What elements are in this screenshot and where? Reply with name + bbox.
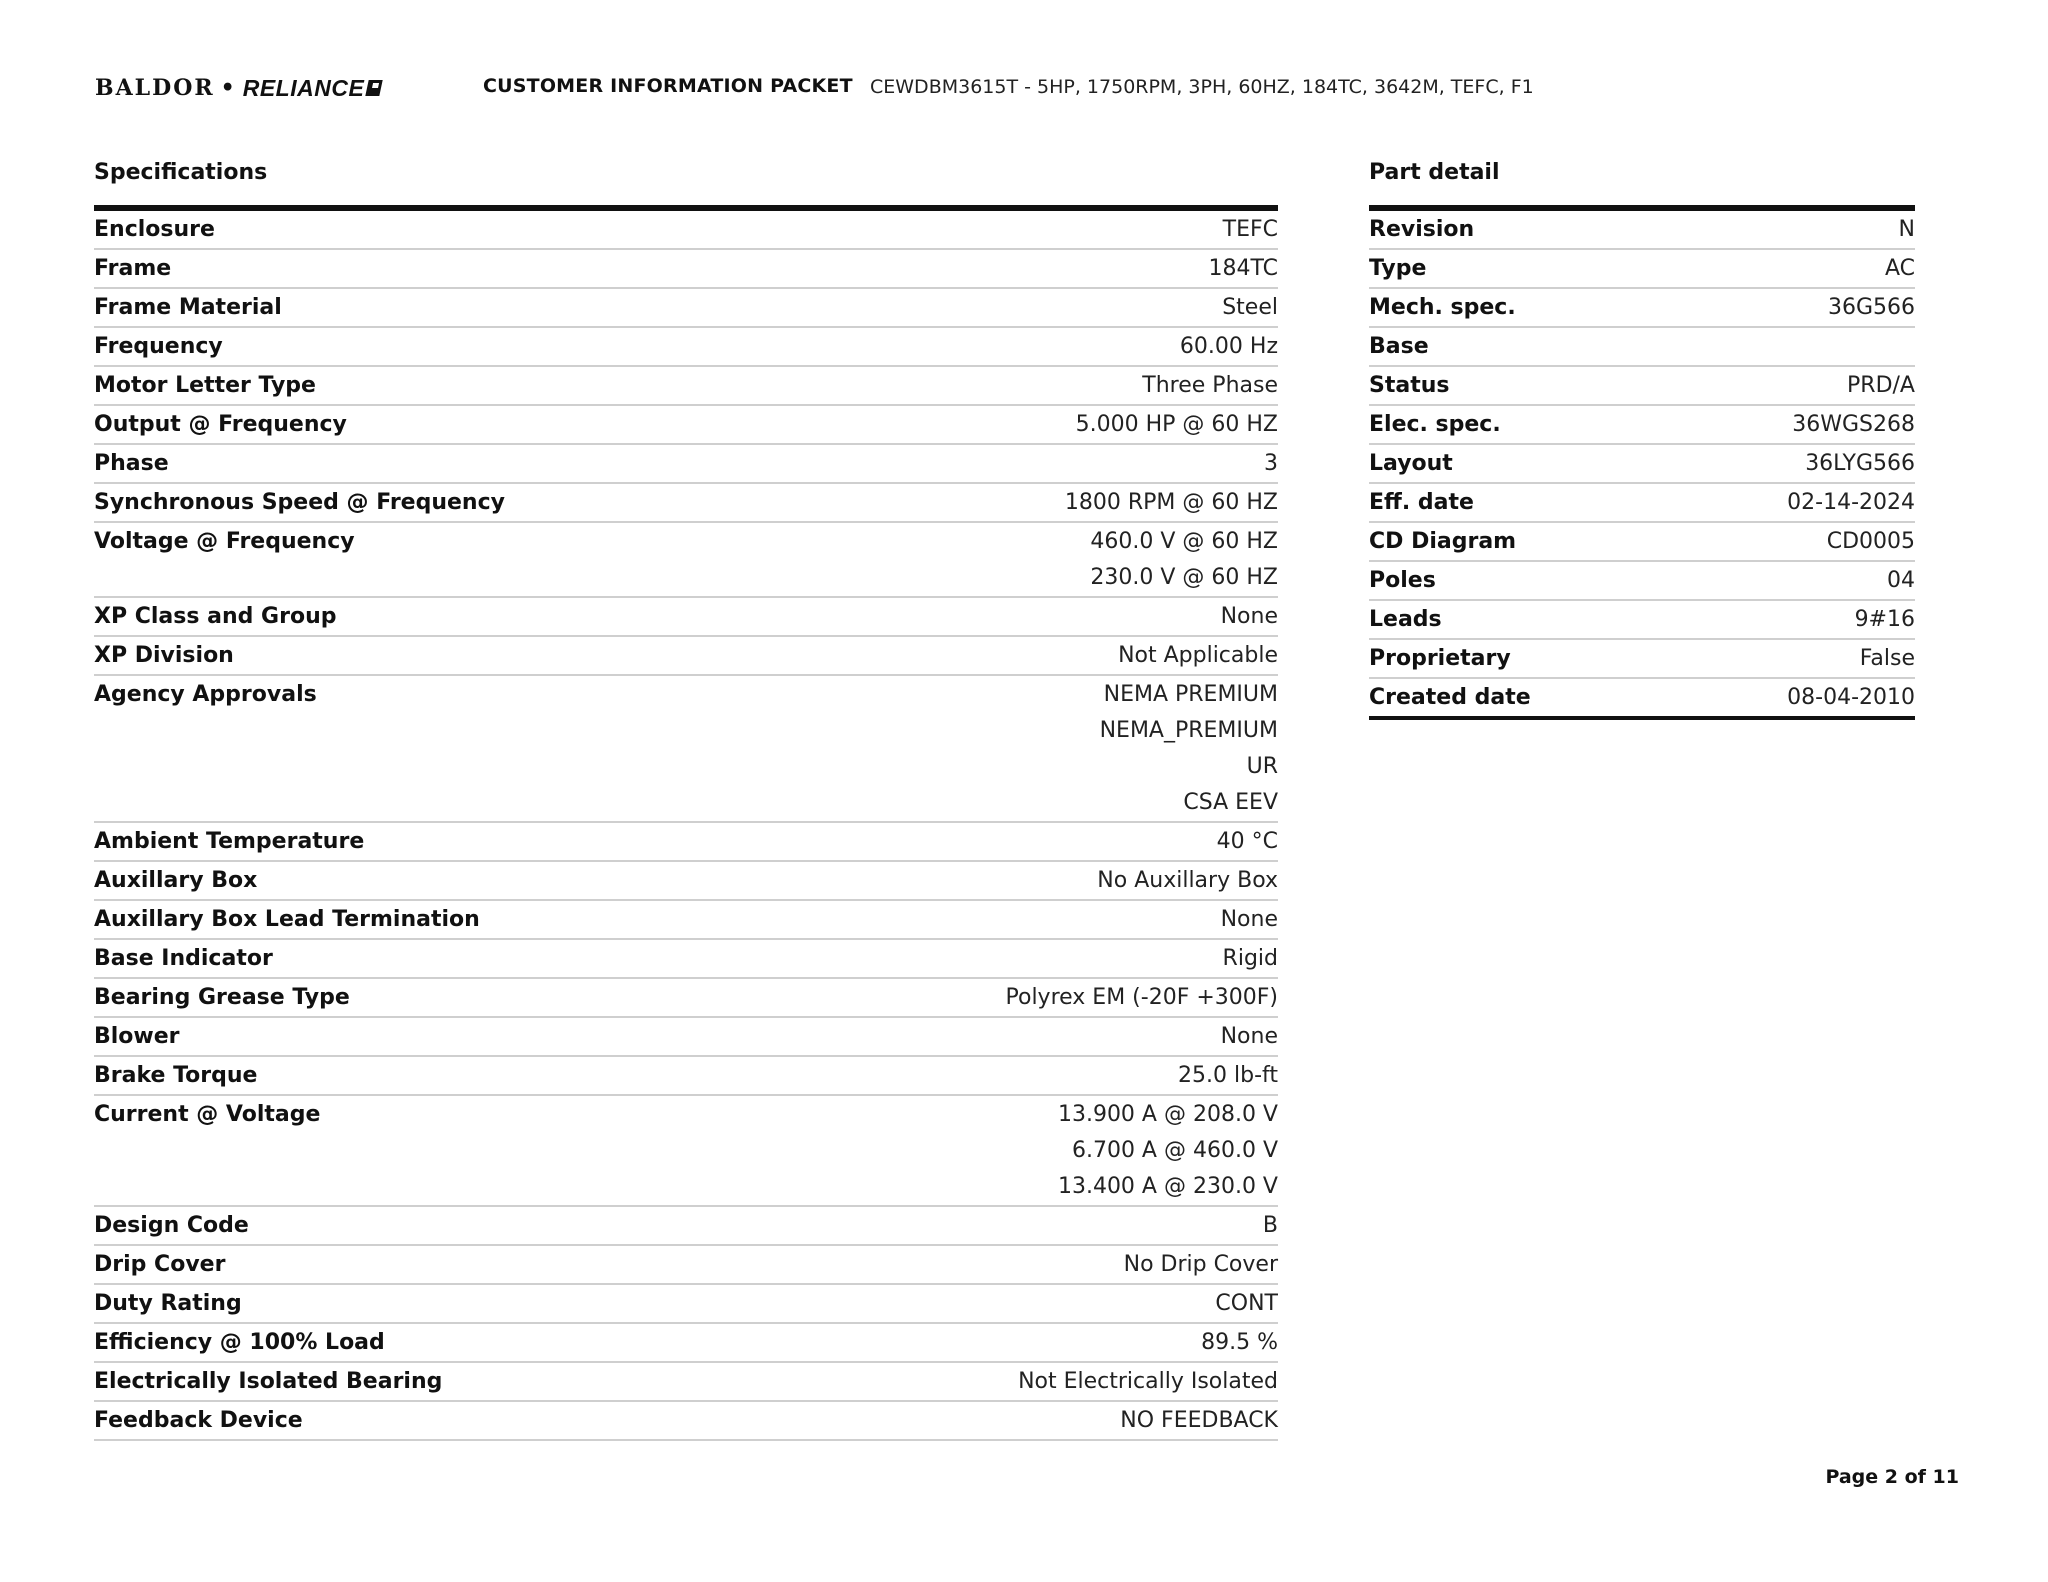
spec-label: Design Code [94, 1213, 249, 1238]
spec-label: Frame Material [94, 295, 282, 320]
spec-value: No Auxillary Box [1097, 868, 1278, 893]
spec-value: CONT [1215, 1291, 1278, 1316]
part-detail-row [1369, 484, 1915, 523]
spec-row [94, 250, 1278, 289]
part-detail-value: CD0005 [1826, 529, 1915, 554]
spec-values [1221, 1023, 1278, 1051]
spec-value: Not Applicable [1118, 643, 1278, 668]
spec-row [94, 523, 1278, 598]
part-detail-value: 36G566 [1827, 295, 1915, 320]
spec-label: Voltage @ Frequency [94, 529, 355, 554]
spec-values [1264, 450, 1278, 478]
spec-row [94, 484, 1278, 523]
spec-row [94, 406, 1278, 445]
spec-row [94, 1363, 1278, 1402]
part-detail-row [1369, 367, 1915, 406]
spec-values [1263, 1212, 1278, 1240]
spec-label: XP Class and Group [94, 604, 337, 629]
part-detail-row [1369, 289, 1915, 328]
spec-label: Frame [94, 256, 172, 281]
part-detail-row [1369, 250, 1915, 289]
logo-separator: • [220, 75, 237, 101]
specifications-title: Specifications [94, 160, 268, 185]
spec-values [1178, 1062, 1278, 1090]
part-detail-label: Revision [1369, 217, 1475, 242]
spec-label: Current @ Voltage [94, 1102, 321, 1127]
part-detail-value: 08-04-2010 [1787, 685, 1915, 710]
spec-value: 13.900 A @ 208.0 V [1057, 1102, 1278, 1127]
spec-label: Brake Torque [94, 1063, 258, 1088]
spec-values [1142, 372, 1278, 400]
part-detail-label: Poles [1369, 568, 1436, 593]
spec-row [94, 1057, 1278, 1096]
part-detail-label: Mech. spec. [1369, 295, 1516, 320]
spec-value: 5.000 HP @ 60 HZ [1075, 412, 1278, 437]
spec-value: 460.0 V @ 60 HZ [1090, 529, 1278, 554]
spec-label: Electrically Isolated Bearing [94, 1369, 443, 1394]
spec-row [94, 901, 1278, 940]
spec-label: Phase [94, 451, 169, 476]
spec-row [94, 1402, 1278, 1441]
spec-value: Rigid [1222, 946, 1278, 971]
part-detail-value: PRD/A [1847, 373, 1915, 398]
page-number: Page 2 of 11 [1825, 1466, 1959, 1488]
part-detail-row [1369, 679, 1915, 716]
spec-row [94, 598, 1278, 637]
spec-row [94, 676, 1278, 823]
spec-label: Motor Letter Type [94, 373, 316, 398]
part-detail-label: CD Diagram [1369, 529, 1517, 554]
spec-value: 6.700 A @ 460.0 V [1071, 1138, 1278, 1163]
spec-value: None [1220, 1024, 1278, 1049]
spec-label: Frequency [94, 334, 223, 359]
part-detail-value: 04 [1887, 568, 1915, 593]
spec-values [1208, 255, 1278, 283]
logo-brand-right: RELIANCE [242, 74, 365, 101]
header [95, 72, 381, 104]
spec-values [1090, 528, 1278, 592]
spec-label: Ambient Temperature [94, 829, 365, 854]
spec-row [94, 1246, 1278, 1285]
spec-value: Steel [1222, 295, 1278, 320]
spec-label: Enclosure [94, 217, 215, 242]
spec-label: Efficiency @ 100% Load [94, 1330, 385, 1355]
part-detail-label: Base [1369, 334, 1429, 359]
spec-value: 13.400 A @ 230.0 V [1057, 1174, 1278, 1199]
part-detail-row [1369, 601, 1915, 640]
spec-value: None [1220, 604, 1278, 629]
spec-row [94, 1207, 1278, 1246]
specifications-table [94, 205, 1278, 1441]
spec-values [1065, 489, 1278, 517]
spec-values [1120, 1407, 1278, 1435]
part-detail-value: False [1859, 646, 1915, 671]
spec-label: Agency Approvals [94, 682, 317, 707]
spec-values [1118, 642, 1278, 670]
spec-values [1215, 1290, 1278, 1318]
part-detail-row [1369, 640, 1915, 679]
spec-values [1180, 333, 1278, 361]
spec-label: Base Indicator [94, 946, 273, 971]
spec-row [94, 367, 1278, 406]
spec-value: Three Phase [1142, 373, 1278, 398]
spec-values [1058, 1101, 1278, 1201]
spec-values [1076, 411, 1278, 439]
spec-value: NEMA_PREMIUM [1099, 718, 1278, 743]
spec-label: Feedback Device [94, 1408, 303, 1433]
model-description: CEWDBM3615T - 5HP, 1750RPM, 3PH, 60HZ, 184TC, 3642M, TEFC, F1 [870, 76, 1534, 98]
spec-row [94, 862, 1278, 901]
part-detail-table [1369, 205, 1915, 720]
spec-label: XP Division [94, 643, 234, 668]
part-detail-value: 02-14-2024 [1787, 490, 1915, 515]
spec-values [1124, 1251, 1278, 1279]
part-detail-value: 36WGS268 [1792, 412, 1915, 437]
spec-values [1097, 867, 1278, 895]
part-detail-label: Layout [1369, 451, 1453, 476]
part-detail-label: Type [1369, 256, 1427, 281]
part-detail-row [1369, 523, 1915, 562]
part-detail-label: Created date [1369, 685, 1531, 710]
spec-row [94, 445, 1278, 484]
part-detail-title: Part detail [1369, 160, 1500, 185]
spec-values [1223, 216, 1278, 244]
part-detail-label: Proprietary [1369, 646, 1511, 671]
part-detail-row [1369, 445, 1915, 484]
spec-value: NO FEEDBACK [1120, 1408, 1278, 1433]
part-detail-row [1369, 211, 1915, 250]
spec-values [1221, 603, 1278, 631]
part-detail-value: N [1898, 217, 1915, 242]
spec-label: Duty Rating [94, 1291, 242, 1316]
spec-row [94, 940, 1278, 979]
spec-row [94, 823, 1278, 862]
spec-value: Not Electrically Isolated [1018, 1369, 1278, 1394]
spec-row [94, 1324, 1278, 1363]
spec-label: Drip Cover [94, 1252, 226, 1277]
spec-row [94, 1096, 1278, 1207]
spec-row [94, 637, 1278, 676]
part-detail-value: 9#16 [1854, 607, 1915, 632]
part-detail-row [1369, 562, 1915, 601]
packet-title: CUSTOMER INFORMATION PACKET [483, 75, 853, 97]
spec-value: UR [1246, 754, 1278, 779]
spec-value: NEMA PREMIUM [1103, 682, 1278, 707]
spec-values [1201, 1329, 1278, 1357]
spec-value: 184TC [1208, 256, 1278, 281]
spec-values [1221, 906, 1278, 934]
logo-brand-left: BALDOR [95, 75, 215, 101]
spec-value: 60.00 Hz [1179, 334, 1278, 359]
spec-label: Blower [94, 1024, 180, 1049]
spec-value: 40 °C [1216, 829, 1278, 854]
baldor-reliance-logo [95, 75, 381, 102]
spec-value: 25.0 lb-ft [1178, 1063, 1278, 1088]
spec-row [94, 1285, 1278, 1324]
part-detail-value: 36LYG566 [1805, 451, 1915, 476]
spec-row [94, 211, 1278, 250]
spec-values [1217, 828, 1278, 856]
logo-mark-icon [366, 80, 383, 96]
spec-label: Output @ Frequency [94, 412, 347, 437]
part-detail-label: Eff. date [1369, 490, 1474, 515]
spec-values [1100, 681, 1278, 817]
part-detail-label: Status [1369, 373, 1450, 398]
spec-value: Polyrex EM (-20F +300F) [1005, 985, 1278, 1010]
spec-value: CSA EEV [1183, 790, 1278, 815]
spec-value: 1800 RPM @ 60 HZ [1064, 490, 1278, 515]
spec-label: Auxillary Box Lead Termination [94, 907, 480, 932]
spec-values [1018, 1368, 1278, 1396]
spec-value: 230.0 V @ 60 HZ [1090, 565, 1278, 590]
spec-values [1223, 945, 1278, 973]
spec-row [94, 1018, 1278, 1057]
spec-row [94, 289, 1278, 328]
part-detail-row [1369, 406, 1915, 445]
part-detail-row [1369, 328, 1915, 367]
spec-row [94, 328, 1278, 367]
spec-value: 3 [1264, 451, 1278, 476]
part-detail-label: Elec. spec. [1369, 412, 1501, 437]
spec-values [1222, 294, 1278, 322]
spec-label: Synchronous Speed @ Frequency [94, 490, 505, 515]
spec-label: Bearing Grease Type [94, 985, 350, 1010]
spec-value: No Drip Cover [1123, 1252, 1278, 1277]
spec-value: None [1220, 907, 1278, 932]
spec-row [94, 979, 1278, 1018]
part-detail-value: AC [1884, 256, 1915, 281]
spec-values [1006, 984, 1279, 1012]
spec-label: Auxillary Box [94, 868, 258, 893]
spec-value: TEFC [1222, 217, 1278, 242]
spec-value: B [1262, 1213, 1278, 1238]
spec-value: 89.5 % [1201, 1330, 1278, 1355]
part-detail-label: Leads [1369, 607, 1442, 632]
